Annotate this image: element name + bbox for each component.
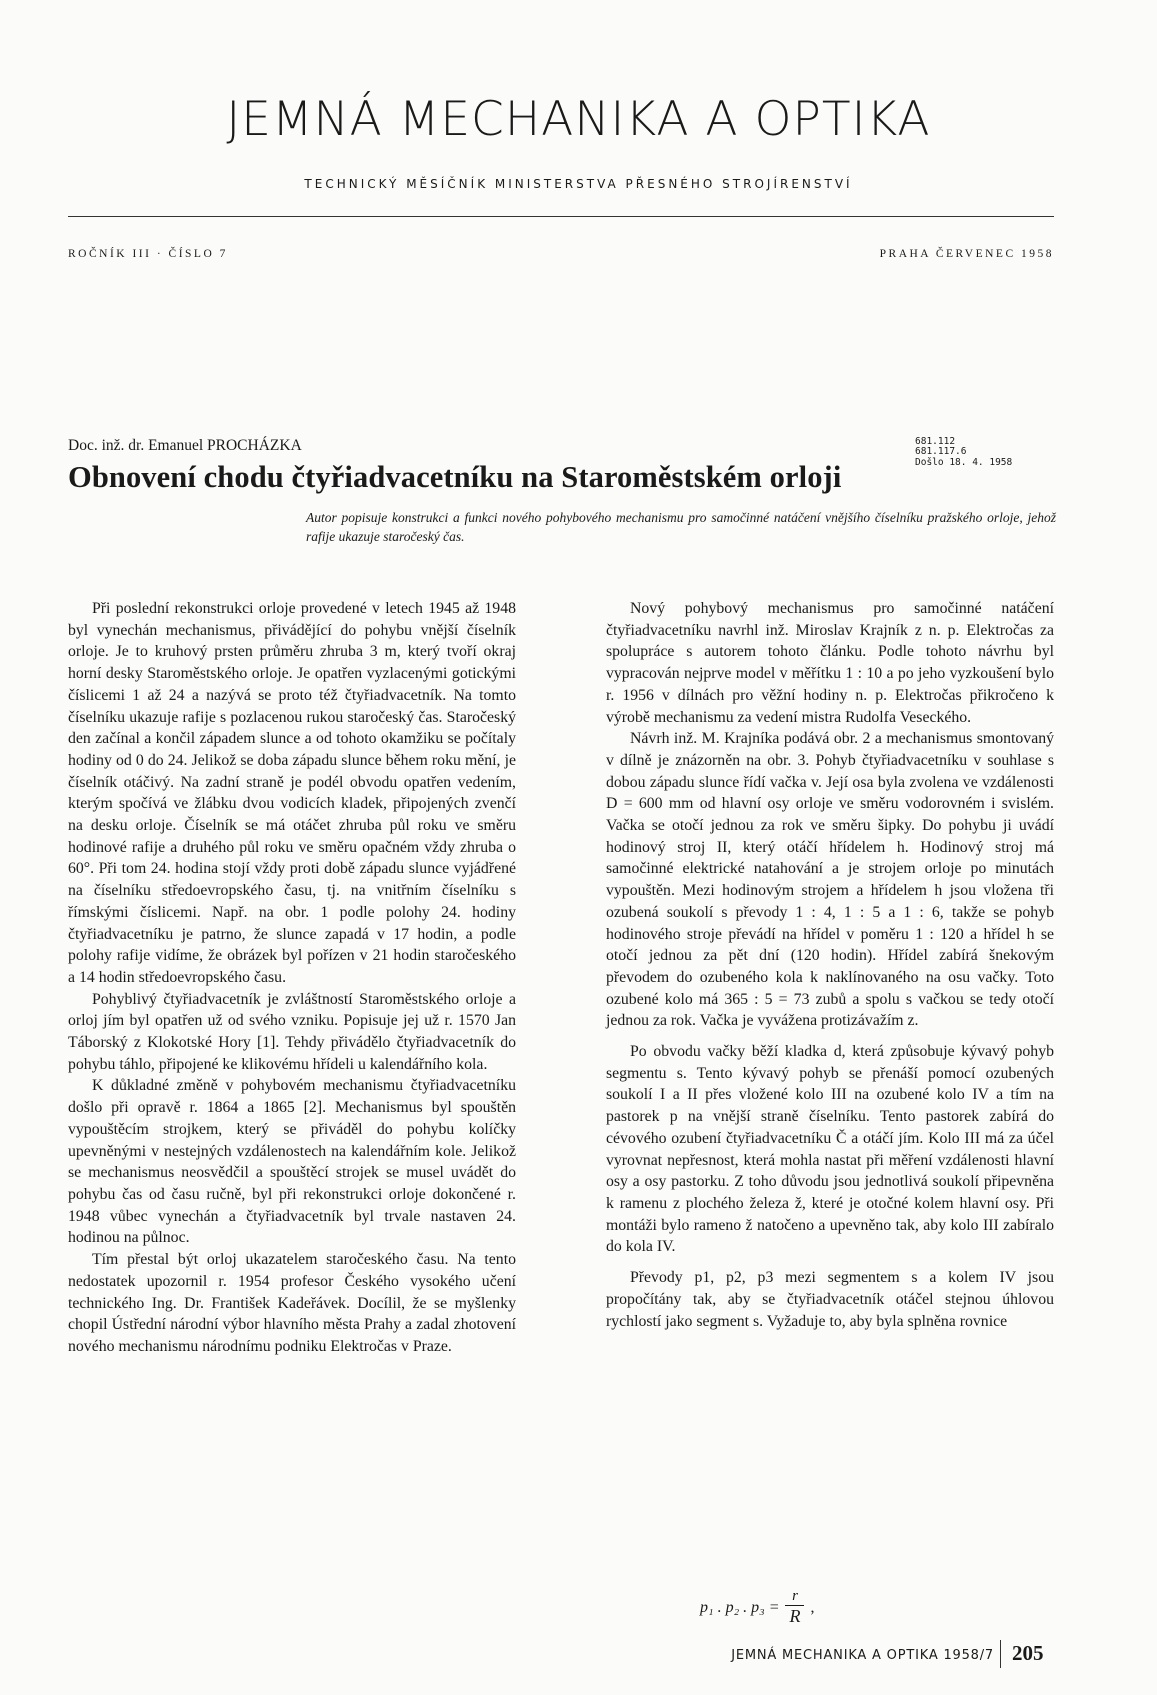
- paragraph: Návrh inž. M. Krajníka podává obr. 2 a mechanismus smontovaný v dílně je znázorněn na obr. 3. Pohyb čtyřiadvacetníku v souhlase s dobou západu slunce řídí vačka v. Její osa byla zvolena ve vzdálenosti D = 600 mm od hlavní osy orloje ve směru vodorovném i svislém. Vačka se otočí jednou za rok ve směru šipky. Do pohybu ji uvádí hodinový stroj II, který otáčí hřídelem h. Hodinový stroj má samočinné elektrické natahování a je strojem orloje po minutách vypouštěn. Mezi hodinovým strojem a hřídelem h jsou vložena tři ozubená soukolí s převody 1 : 4, 1 : 5 a 1 : 6, takže se pohyb hodinového stroje převádí na hřídel v poměru 1 : 120 a hřídel h se otočí jednou za pět dní (120 hodin). Hřídel zabírá šnekovým převodem do ozubeného kola k naklínovaného na osu vačky. Toto ozubené kolo má 365 : 5 = 73 zubů a spolu s vačkou se tedy otočí jednou za rok. Vačka je vyvážena protizávažím z.: [606, 730, 1054, 1030]
- article-title: Obnovení chodu čtyřiadvacetníku na Staroměstském orloji: [68, 460, 842, 494]
- received-date: Došlo 18. 4. 1958: [915, 456, 1013, 468]
- left-column: [68, 598, 516, 1358]
- paragraph: Převody p1, p2, p3 mezi segmentem s a kolem IV jsou propočítány tak, aby se čtyřiadvacetník otáčel stejnou úhlovou rychlostí jako segment s. Vyžaduje to, aby byla splněna rovnice: [606, 1269, 1054, 1330]
- article-abstract: Autor popisuje konstrukci a funkci nového pohybového mechanismu pro samočinné natáčení vnějšího číselníku pražského orloje, jehož rafije ukazuje staročeský čas.: [306, 510, 1056, 544]
- paragraph: Nový pohybový mechanismus pro samočinné natáčení čtyřiadvacetníku navrhl inž. Miroslav Krajník z n. p. Elektročas za spolupráce s autorem tohoto článku. Podle tohoto návrhu byl vypracován nejprve model v měřítku 1 : 10 a po jeho vyzkoušení bylo r. 1956 v dílnách pro věžní hodiny n. p. Elektročas přikročeno k výrobě mechanismu za vedení mistra Rudolfa Veseckého.: [606, 600, 1054, 726]
- classification-block: [915, 437, 1012, 468]
- equation-lhs: p₁ . p₂ . p₃ =: [700, 1598, 780, 1616]
- equation-trail: ,: [810, 1598, 815, 1616]
- right-column: [606, 598, 1054, 1332]
- journal-title: JEMNÁ MECHANIKA A OPTIKA: [226, 92, 931, 147]
- fraction-denominator: R: [785, 1605, 804, 1627]
- page-number: 205: [1012, 1641, 1044, 1665]
- paragraph: K důkladné změně v pohybovém mechanismu čtyřiadvacetníku došlo při opravě r. 1864 a 1865 [2]. Mechanismus byl spouštěn vypouštěcím strojkem, který se přiváděl do pohybu kolíčky upevněnými v nestejných vzdálenostech na kalendářním kole. Jelikož se mechanismus neosvědčil a spouštěcí strojek se musel uvádět do pohybu čas od času ručně, byl při rekonstrukci orloje dokončené r. 1948 vůbec vynechán a čtyřiadvacetník byl trvale nastaven 24. hodinou na půlnoc.: [68, 1077, 516, 1247]
- issue-place-date: PRAHA ČERVENEC 1958: [879, 248, 1054, 260]
- equation: [700, 1588, 814, 1627]
- udc-code: 681.117.6: [915, 446, 967, 458]
- paragraph: Po obvodu vačky běží kladka d, která způsobuje kývavý pohyb segmentu s. Tento kývavý pohyb se přenáší pomocí ozubených soukolí I a II přes vložené kolo III na ozubené kolo IV a tím na pastorek p na vnější straně číselníku. Tento pastorek zabírá do cévového ozubení čtyřiadvacetníku Č a otáčí jím. Kolo III má za účel vyrovnat nepřesnost, která mohla nastat při měření vzdálenosti hlavní osy a osy pastorku. Z toho důvodu jsou jednotlivá soukolí připevněna k ramenu z plochého železa ž, které je otočné kolem hlavní osy. Při montáži bylo rameno ž natočeno a upevněno tak, aby kolo III zabíralo do kola IV.: [606, 1043, 1054, 1256]
- article-author: Doc. inž. dr. Emanuel PROCHÁZKA: [68, 437, 302, 454]
- equation-fraction: [785, 1588, 804, 1627]
- paragraph: Pohyblivý čtyřiadvacetník je zvláštností Staroměstského orloje a orloj jím byl opatřen už od svého vzniku. Popisuje jej už r. 1570 Jan Táborský z Klokotské Hory [1]. Tehdy přivádělo čtyřiadvacetník do pohybu táhlo, připojené ke klikovému hřídeli u kalendářního kola.: [68, 990, 516, 1073]
- header-rule: [68, 216, 1054, 217]
- paragraph: Při poslední rekonstrukci orloje provedené v letech 1945 až 1948 byl vynechán mechanismus, přivádějící do pohybu vnější číselník orloje. Je to kruhový prsten průměru zhruba 3 m, který tvoří okraj horní desky Staroměstského orloje. Je opatřen vyzlacenými gotickými číslicemi 1 až 24 a nazývá se proto též čtyřiadvacetník. Na tomto číselníku ukazuje rafije s pozlacenou rukou staročeský čas. Staročeský den začínal a končil západem slunce a od tohoto okamžiku se počítaly hodiny od 0 do 24. Jelikož se doba západu slunce během roku mění, je číselník otáčivý. Na zadní straně je podél obvodu opatřen vedením, kterým spočívá ve žlábku dvou vodicích kladek, připojených zvenčí na desku orloje. Číselník se má otáčet zhruba půl roku ve směru hodinové rafije a druhého půl roku ve směru opačném vždy zhruba o 60°. Při tom 24. hodina stojí vždy proti době západu slunce vyjádřené na číselníku středoevropského času, tj. na vnitřním číselníku s římskými číslicemi. Např. na obr. 1 podle polohy 24. hodiny čtyřiadvacetníku je patrno, že slunce zapadá v 17 hodin, a podle polohy rafije vidíme, že obrázek byl pořízen v 21 hodin staročeského a 14 hodin středoevropského času.: [68, 600, 516, 986]
- journal-subtitle: TECHNICKÝ MĚSÍČNÍK MINISTERSTVA PŘESNÉHO STROJÍRENSTVÍ: [304, 177, 853, 191]
- footer-divider: [1000, 1640, 1001, 1668]
- paragraph: Tím přestal být orloj ukazatelem staročeského času. Na tento nedostatek upozornil r. 1954 profesor Českého vysokého učení technického Ing. Dr. František Kadeřávek. Docílil, že se myšlenky chopil Ústřední národní výbor hlavního města Prahy a zadal zhotovení nového mechanismu národnímu podniku Elektročas v Praze.: [68, 1251, 516, 1355]
- footer-journal: JEMNÁ MECHANIKA A OPTIKA 1958/7: [731, 1648, 994, 1663]
- issue-volume: ROČNÍK III · ČÍSLO 7: [68, 248, 228, 260]
- fraction-numerator: r: [792, 1588, 798, 1604]
- udc-code: 681.112: [915, 436, 956, 447]
